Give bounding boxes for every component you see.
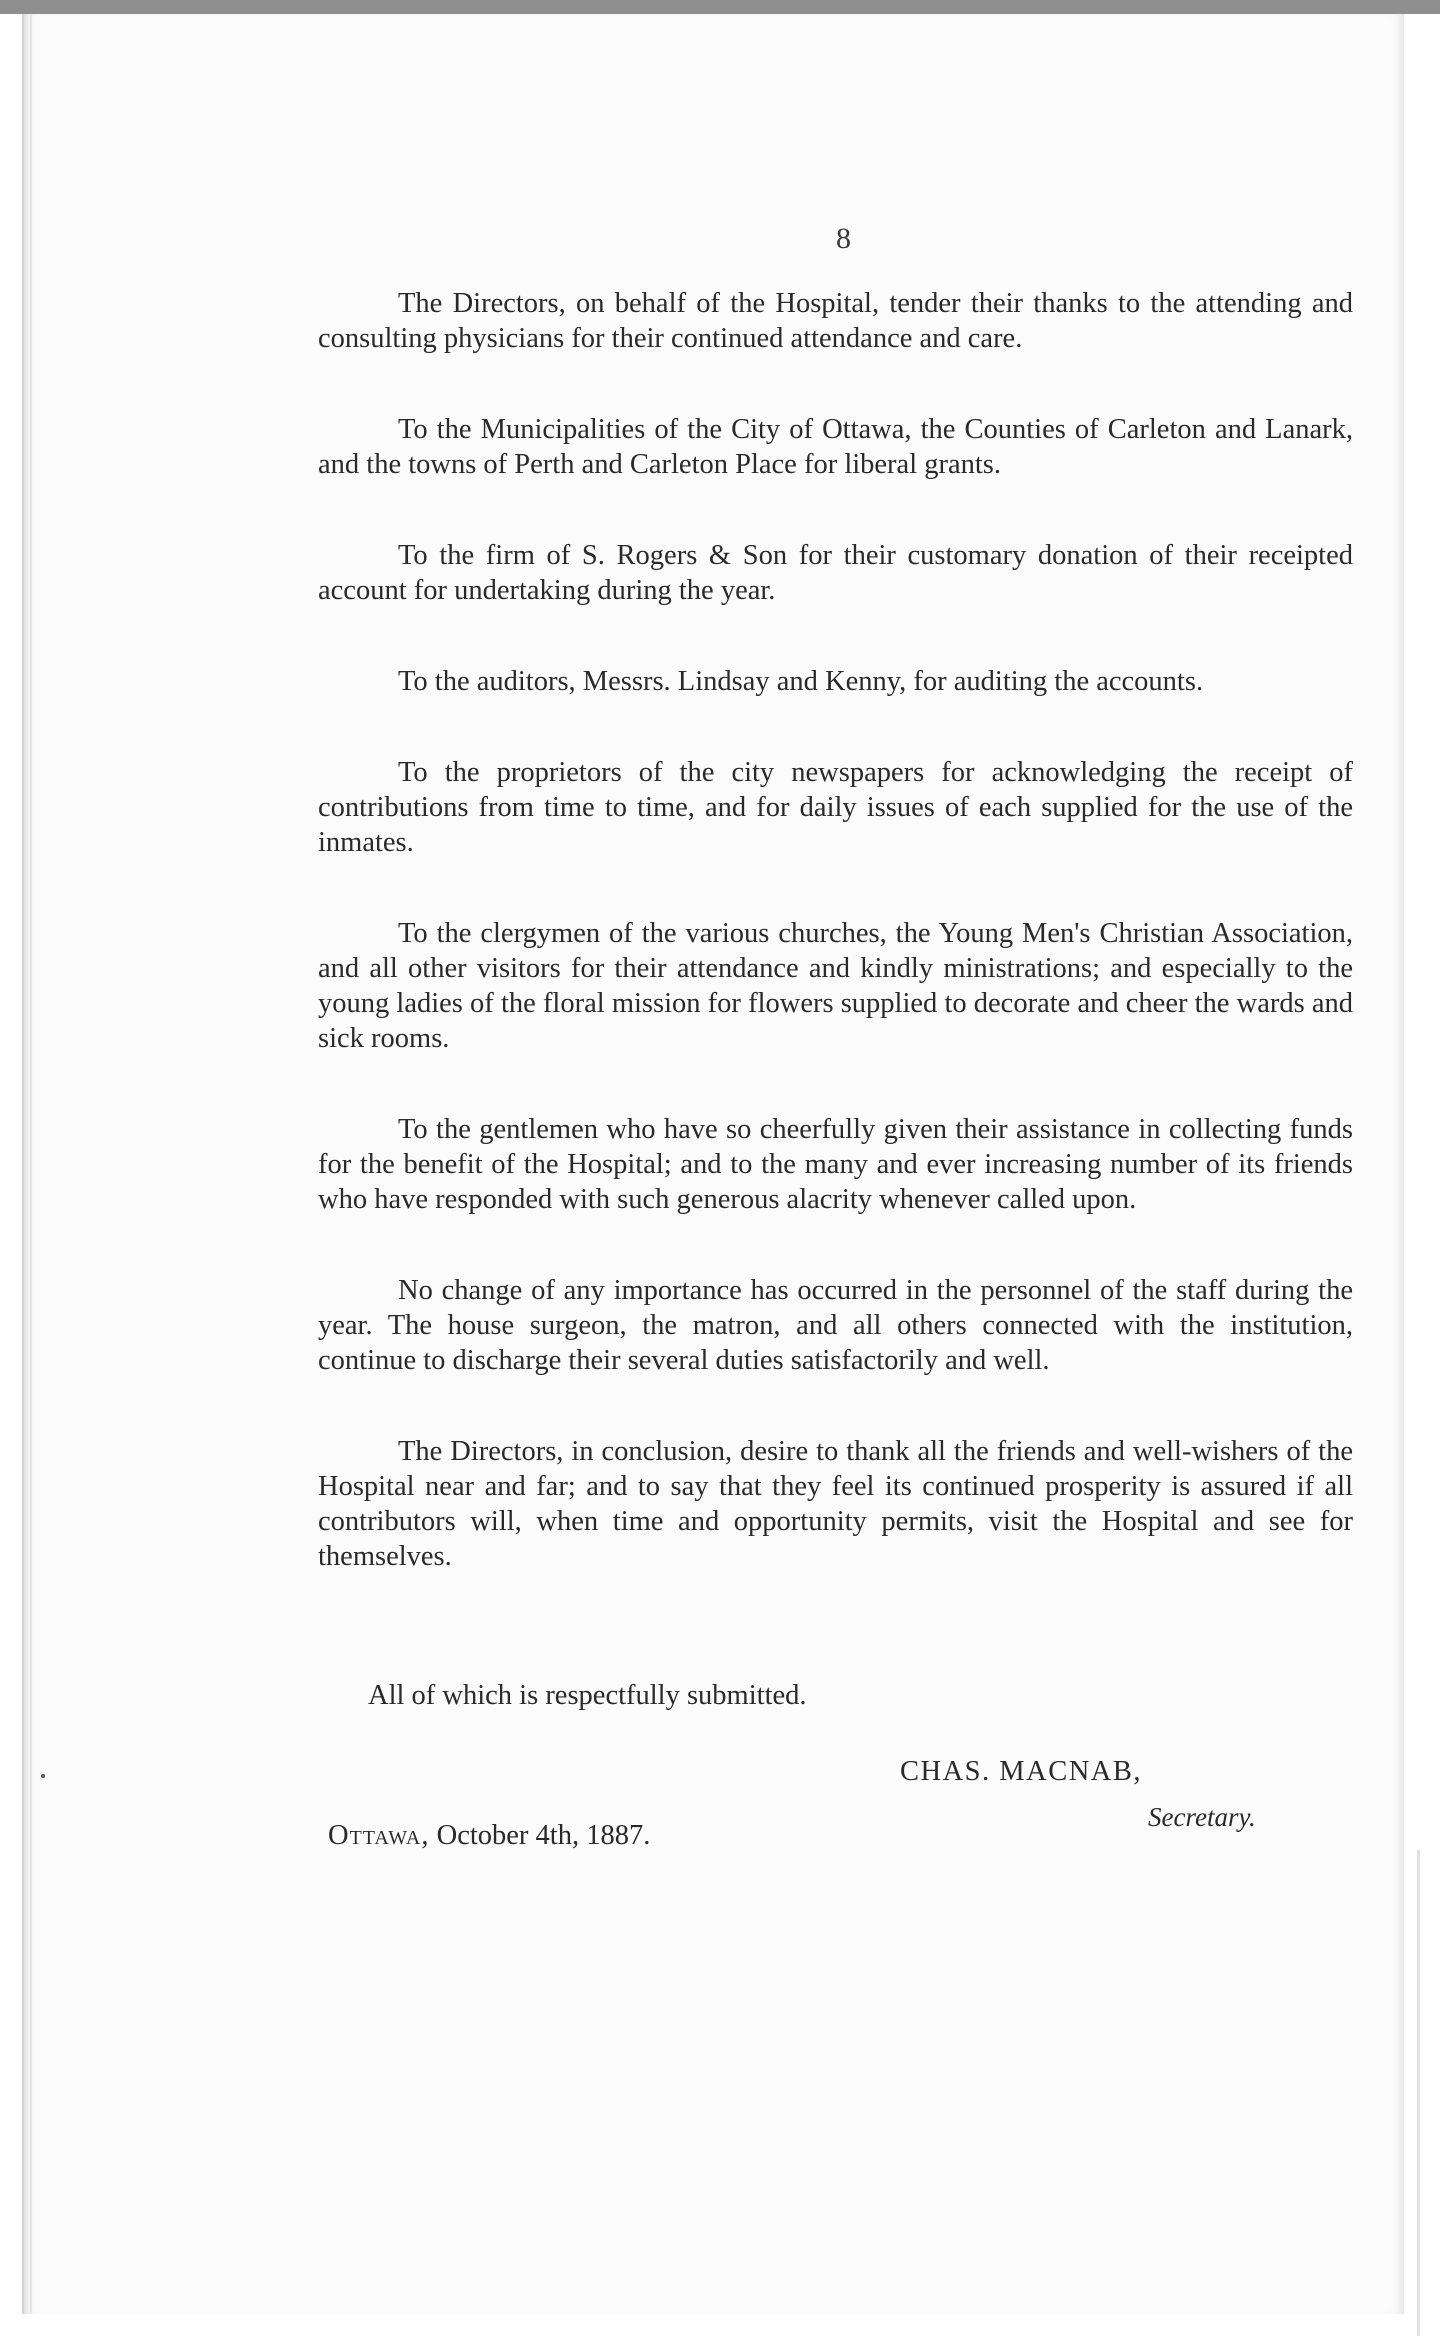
report-body xyxy=(318,286,1353,1630)
paragraph-thanks-auditors: To the auditors, Messrs. Lindsay and Kenny, for auditing the accounts. xyxy=(398,666,1204,697)
paragraph-staff-changes: No change of any importance has occurred in the personnel of the staff during the year. The house surgeon, the matron, and all others connected with the institution, continue to discharge their several duties satisfactorily and well. xyxy=(318,1275,1353,1376)
paragraph-thanks-clergymen: To the clergymen of the various churches, the Young Men's Christian Association, and all other visitors for their attendance and kindly ministrations; and especially to the young ladies of the floral mission for flowers supplied to decorate and cheer the wards and sick rooms. xyxy=(318,918,1353,1054)
signature-name: CHAS. MACNAB, xyxy=(900,1756,1143,1787)
dateline-date: October 4th, 1887. xyxy=(436,1820,651,1851)
paragraph-conclusion: The Directors, in conclusion, desire to thank all the friends and well-wishers of the Hospital near and far; and to say that they feel its continued prosperity is assured if all contributors will, when time and opportunity permits, visit the Hospital and see for themselves. xyxy=(318,1436,1353,1572)
dateline xyxy=(328,1820,650,1852)
page-right-edge xyxy=(1417,1850,1420,2336)
scan-speck xyxy=(41,1774,45,1778)
dateline-place: Ottawa, xyxy=(328,1820,430,1851)
closing-line: All of which is respectfully submitted. xyxy=(368,1680,807,1711)
paragraph-thanks-gentlemen: To the gentlemen who have so cheerfully given their assistance in collecting funds for the benefit of the Hospital; and to the many and ever increasing number of its friends who have responded with such generous alacrity whenever called upon. xyxy=(318,1114,1353,1215)
page-number: 8 xyxy=(836,222,851,255)
scan-top-border xyxy=(0,0,1440,14)
paragraph-thanks-newspapers: To the proprietors of the city newspapers for acknowledging the receipt of contributions from time to time, and for daily issues of each supplied for the use of the inmates. xyxy=(318,757,1353,858)
signature-title: Secretary. xyxy=(1148,1802,1256,1832)
paragraph-thanks-municipalities: To the Municipalities of the City of Ottawa, the Counties of Carleton and Lanark, and the towns of Perth and Carleton Place for liberal grants. xyxy=(318,414,1353,480)
page-edge xyxy=(30,14,32,2314)
paragraph-thanks-rogers: To the firm of S. Rogers & Son for their customary donation of their receipted account for undertaking during the year. xyxy=(318,540,1353,606)
paragraph-thanks-physicians: The Directors, on behalf of the Hospital, tender their thanks to the attending and consulting physicians for their continued attendance and care. xyxy=(318,288,1353,354)
